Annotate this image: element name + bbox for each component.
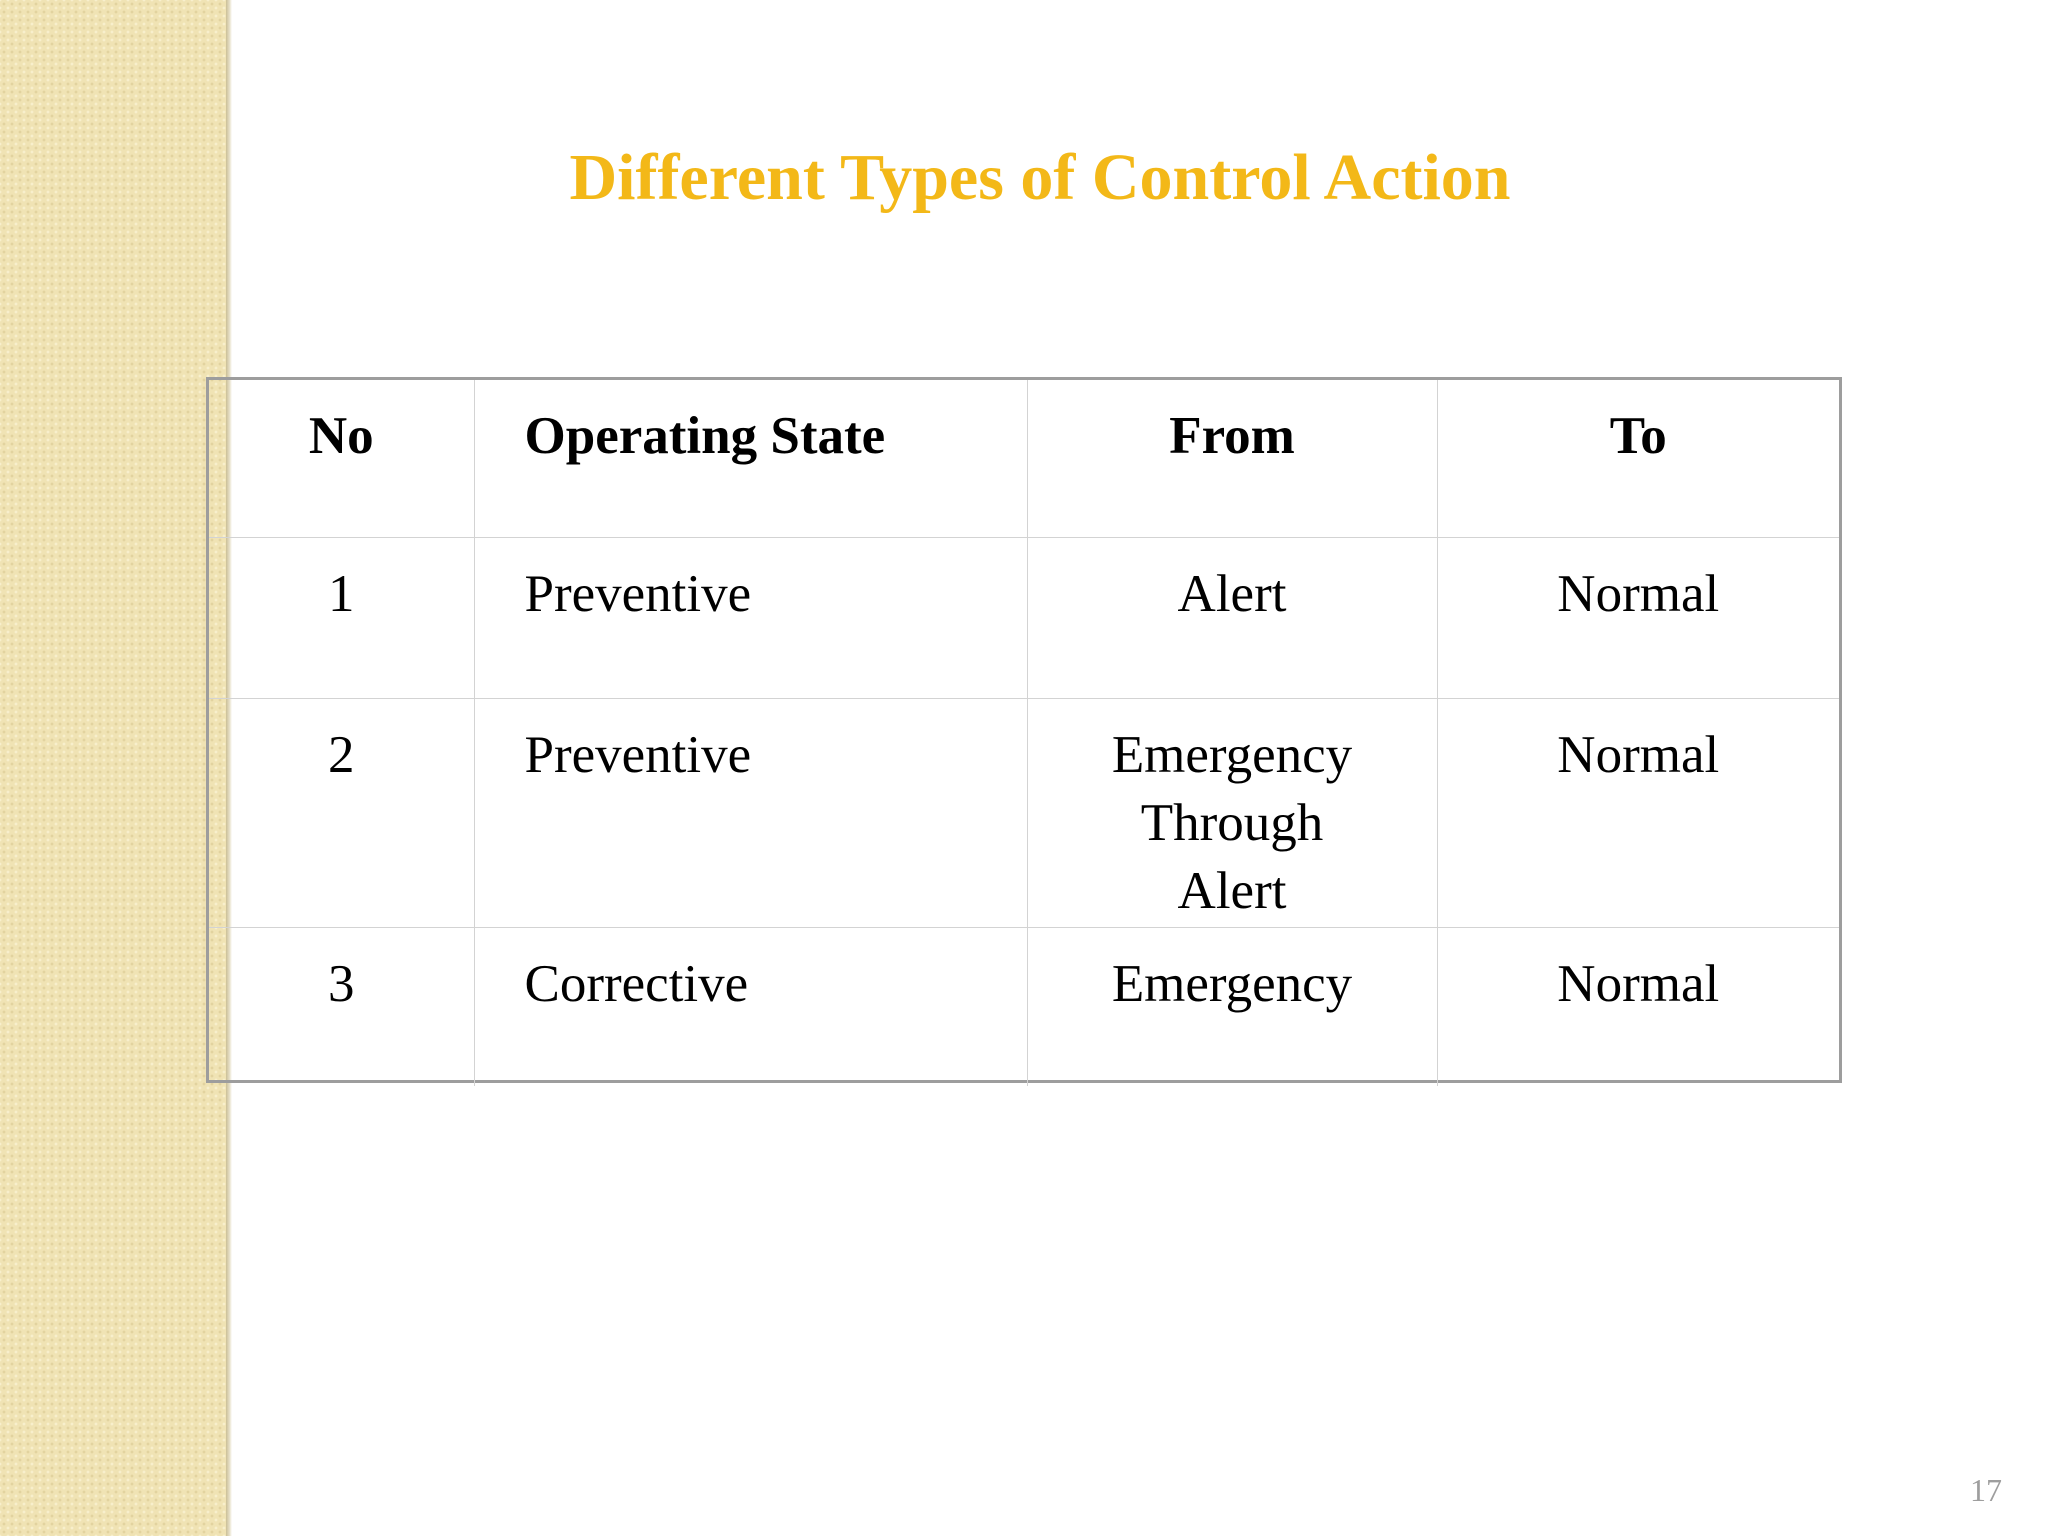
cell-from-line: Through <box>1140 793 1324 852</box>
header-no: No <box>209 380 474 537</box>
cell-to: Normal <box>1437 927 1839 1086</box>
cell-to: Normal <box>1437 698 1839 927</box>
table-row <box>209 927 1839 1086</box>
table-row <box>209 698 1839 927</box>
control-action-table <box>209 380 1839 1086</box>
header-to: To <box>1437 380 1839 537</box>
cell-from-line: Alert <box>1177 564 1287 623</box>
cell-from-line: Emergency <box>1111 954 1353 1013</box>
page-number: 17 <box>1970 1472 2002 1508</box>
cell-from <box>1027 927 1437 1086</box>
cell-no: 3 <box>209 927 474 1086</box>
cell-no: 1 <box>209 537 474 698</box>
cell-operating-state: Preventive <box>474 698 1027 927</box>
decorative-side-band <box>0 0 226 1536</box>
cell-operating-state: Preventive <box>474 537 1027 698</box>
cell-operating-state: Corrective <box>474 927 1027 1086</box>
cell-from <box>1027 537 1437 698</box>
cell-from-line: Emergency <box>1111 725 1353 784</box>
cell-no: 2 <box>209 698 474 927</box>
cell-to: Normal <box>1437 537 1839 698</box>
table-header-row <box>209 380 1839 537</box>
table-row <box>209 537 1839 698</box>
header-operating-state: Operating State <box>474 380 1027 537</box>
header-from: From <box>1027 380 1437 537</box>
cell-from <box>1027 698 1437 927</box>
cell-from-line: Alert <box>1177 861 1287 920</box>
control-action-table-frame <box>206 377 1842 1083</box>
slide-title: Different Types of Control Action <box>569 141 1511 214</box>
